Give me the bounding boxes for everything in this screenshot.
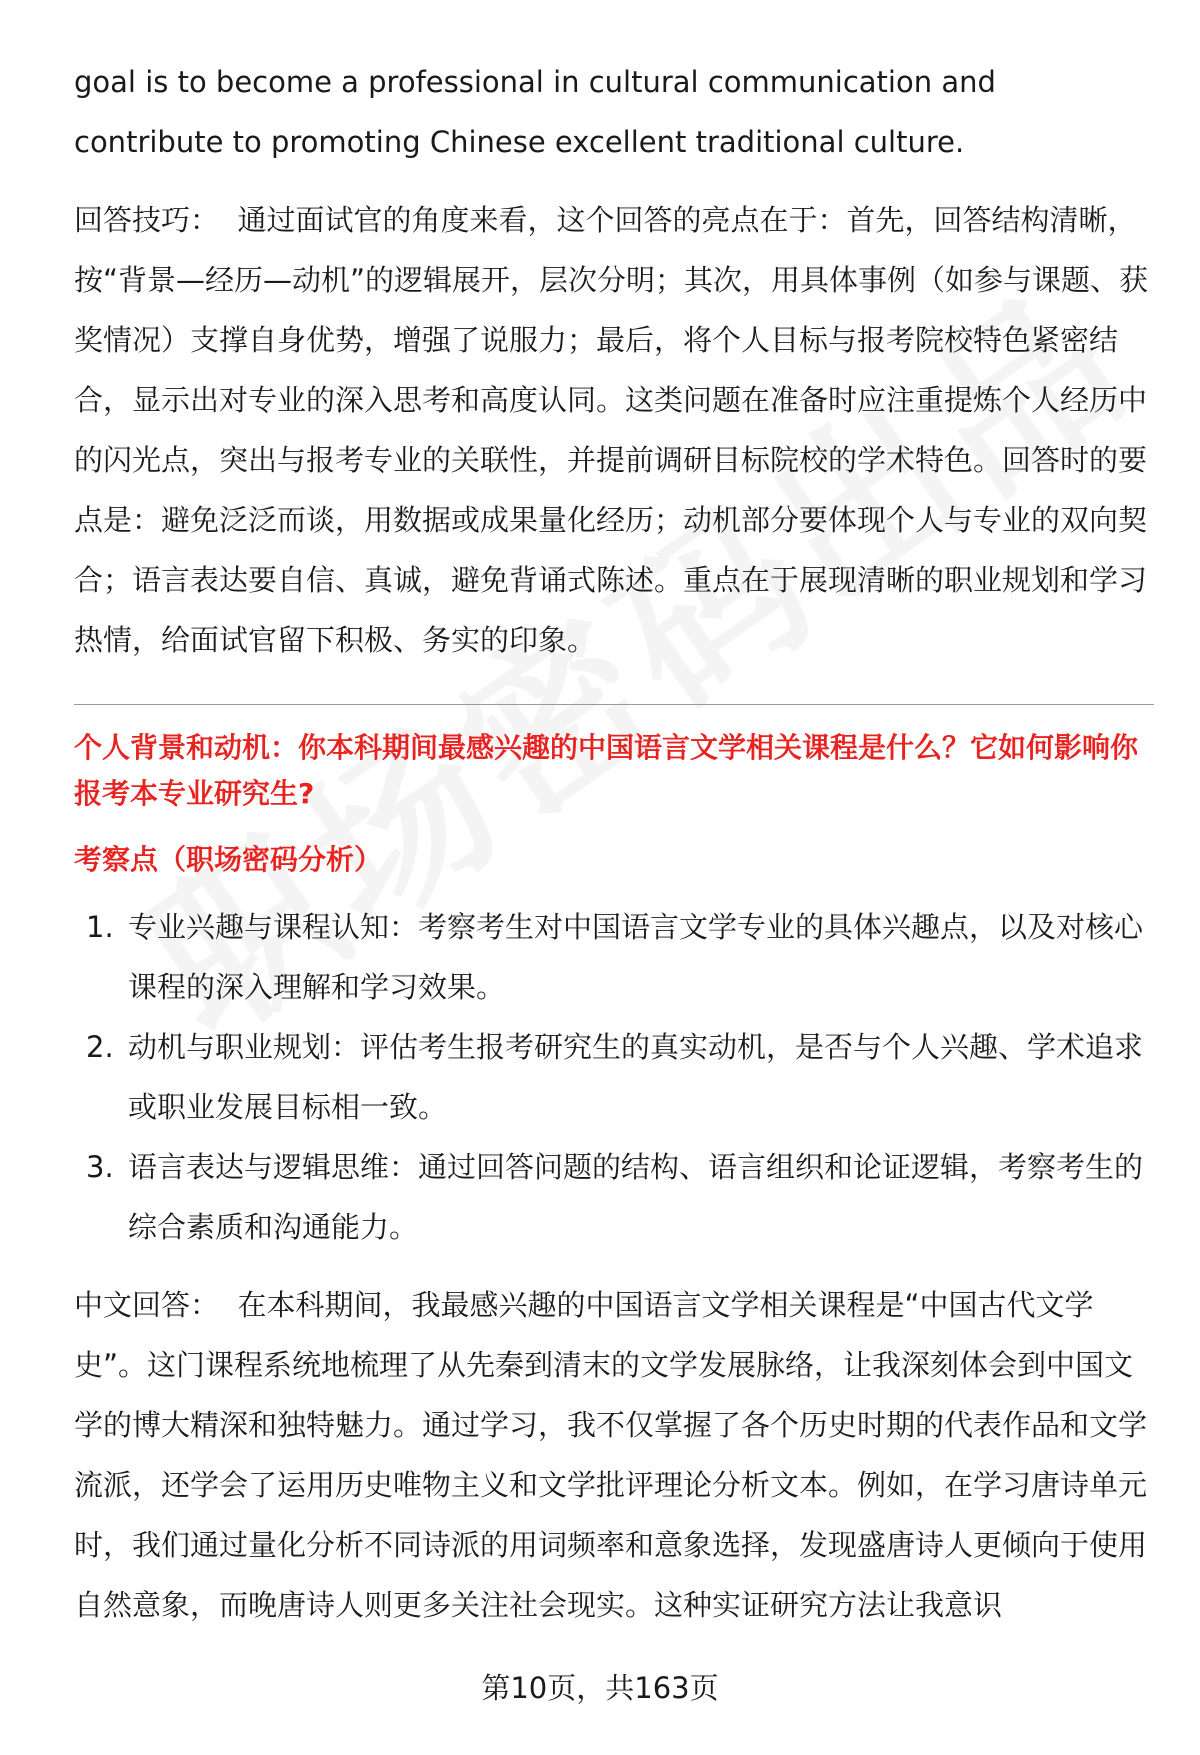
document-body [74,52,1154,1635]
page-footer: 第10页，共163页 [481,1671,719,1705]
answer-tips-text: 通过面试官的角度来看，这个回答的亮点在于：首先，回答结构清晰，按“背景—经历—动机”的逻辑展开，层次分明；其次，用具体事例（如参与课题、获奖情况）支撑自身优势，增强了说服力；最后，将个人目标与报考院校特色紧密结合，显示出对专业的深入思考和高度认同。这类问题在准备时应注重提炼个人经历中的闪光点，突出与报考专业的关联性，并提前调研目标院校的学术特色。回答时的要点是：避免泛泛而谈，用数据或成果量化经历；动机部分要体现个人与专业的双向契合；语言表达要自信、真诚，避免背诵式陈述。重点在于展现清晰的职业规划和学习热情，给面试官留下积极、务实的印象。 [74,203,1149,657]
intro-english-continuation: goal is to become a professional in cultural communication and contribute to promoting Chinese excellent traditional culture. [74,65,996,159]
answer-tips-paragraph [74,190,1154,670]
assessment-points-list [74,897,1154,1257]
list-item [74,1017,1154,1137]
chinese-answer-paragraph [74,1275,1154,1635]
list-item-text: 语言表达与逻辑思维：通过回答问题的结构、语言组织和论证逻辑，考察考生的综合素质和沟通能力。 [128,1150,1144,1244]
list-item [74,1137,1154,1257]
list-item-number: 2. [86,1030,114,1064]
list-item-number: 3. [86,1150,114,1184]
section-divider [74,704,1154,705]
list-item-text: 动机与职业规划：评估考生报考研究生的真实动机，是否与个人兴趣、学术追求或职业发展目标相一致。 [128,1030,1144,1124]
list-item [74,897,1154,1017]
answer-tips-label: 回答技巧： [74,203,220,237]
assessment-points-heading: 考察点（职场密码分析） [74,843,383,876]
list-item-text: 专业兴趣与课程认知：考察考生对中国语言文学专业的具体兴趣点，以及对核心课程的深入理解和学习效果。 [128,910,1144,1004]
chinese-answer-label: 中文回答： [74,1288,220,1322]
list-item-number: 1. [86,910,114,944]
chinese-answer-text: 在本科期间，我最感兴趣的中国语言文学相关课程是“中国古代文学史”。这门课程系统地梳理了从先秦到清末的文学发展脉络，让我深刻体会到中国文学的博大精深和独特魅力。通过学习，我不仅掌握了各个历史时期的代表作品和文学流派，还学会了运用历史唯物主义和文学批评理论分析文本。例如，在学习唐诗单元时，我们通过量化分析不同诗派的用词频率和意象选择，发现盛唐诗人更倾向于使用自然意象，而晚唐诗人则更多关注社会现实。这种实证研究方法让我意识 [74,1288,1148,1622]
question-heading: 个人背景和动机：你本科期间最感兴趣的中国语言文学相关课程是什么？它如何影响你报考本专业研究生? [74,731,1139,810]
